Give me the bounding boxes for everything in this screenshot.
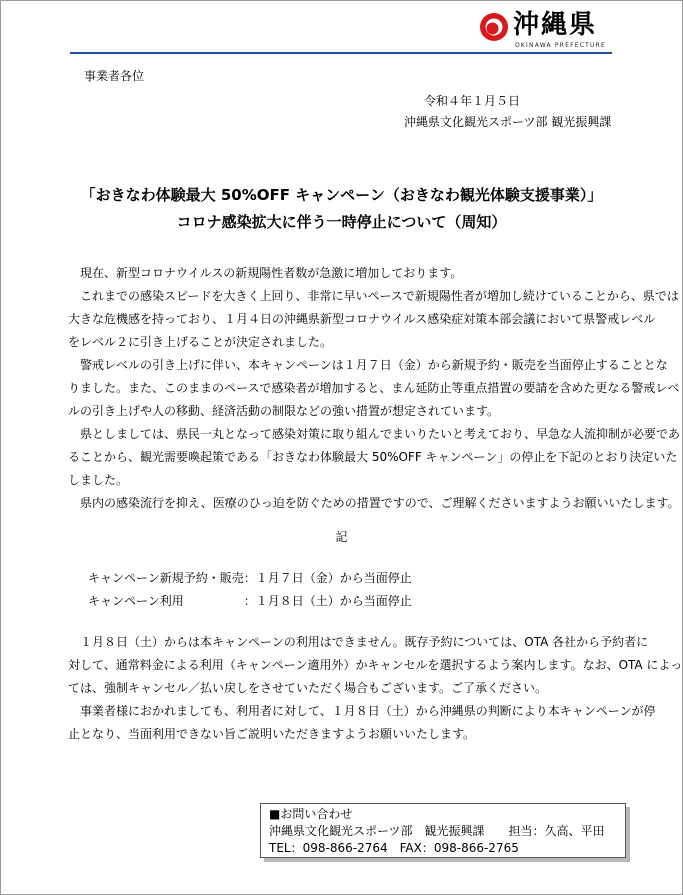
body-line: しました。 xyxy=(68,473,129,487)
body-line: これまでの感染スピードを大きく上回り、非常に早いペースで新規陽性者が増加し続けていることから、県では xyxy=(68,289,679,303)
body-line: ルの引き上げや人の移動、経済活動の制限などの強い措置が想定されています。 xyxy=(68,404,500,418)
header-rule xyxy=(70,52,612,54)
document-title-line1: 「おきなわ体験最大 50%OFF キャンペーン（おきなわ観光体験支援事業）」 xyxy=(80,186,603,204)
body-line: 県内の感染流行を抑え、医療のひっ迫を防ぐための措置ですので、ご理解くださいますようお願いいたします。 xyxy=(68,496,680,510)
contact-phone-fax: TEL：098-866-2764 FAX：098-866-2765 xyxy=(269,841,519,855)
document-title-line2: コロナ感染拡大に伴う一時停止について（周知） xyxy=(176,213,507,231)
schedule-new-reservations: キャンペーン新規予約・販売：１月７日（金）から当面停止 xyxy=(88,571,412,585)
contact-department: 沖縄県文化観光スポーツ部 観光振興課 担当：久高、平田 xyxy=(269,824,605,838)
issuing-department: 沖縄県文化観光スポーツ部 観光振興課 xyxy=(404,115,612,129)
ki-marker: 記 xyxy=(335,530,348,544)
issue-date: 令和４年１月５日 xyxy=(424,94,521,108)
okinawa-emblem-icon xyxy=(479,12,509,42)
body-line: 現在、新型コロナウイルスの新規陽性者数が急激に増加しております。 xyxy=(68,266,463,280)
notes-line: ては、強制キャンセル／払い戻しをさせていただく場合もございます。ご了承ください。 xyxy=(68,681,548,695)
body-line: りました。また、このままのペースで感染者が増加すると、まん延防止等重点措置の要請を含めた更なる警戒レベ xyxy=(68,381,680,395)
notes-line: 事業者様におかれましても、利用者に対して、１月８日（土）から沖縄県の判断により本キャンペーンが停 xyxy=(68,704,656,718)
okinawa-logo xyxy=(479,10,619,50)
contact-box xyxy=(260,803,626,858)
notes-line: 対して、通常料金による利用（キャンペーン適用外）かキャンセルを選択するよう案内します。なお、OTA によっ xyxy=(68,658,683,672)
logo-subtitle: OKINAWA PREFECTURE xyxy=(515,42,606,49)
notes-text xyxy=(68,631,683,746)
schedule-usage: キャンペーン利用 ：１月８日（土）から当面停止 xyxy=(88,594,412,608)
body-line: 警戒レベルの引き上げに伴い、本キャンペーンは１月７日（金）から新規予約・販売を当面停止することとな xyxy=(68,358,668,372)
body-line: 県としましては、県民一丸となって感染対策に取り組んでまいりたいと考えており、早急な人流抑制が必要であ xyxy=(68,427,681,441)
notes-line: １月８日（土）からは本キャンペーンの利用はできません。既存予約については、OTA 各社から予約者に xyxy=(68,635,649,649)
addressee: 事業者各位 xyxy=(84,69,145,83)
body-text xyxy=(68,262,681,515)
body-line: をレベル２に引き上げることが決定されました。 xyxy=(68,335,333,349)
body-line: 大きな危機感を持っており、１月４日の沖縄県新型コロナウイルス感染症対策本部会議において県警戒レベル xyxy=(68,312,656,326)
logo-name: 沖縄県 xyxy=(513,10,598,40)
body-line: ることから、観光需要喚起策である「おきなわ体験最大 50%OFF キャンペーン」の停止を下記のとおり決定いた xyxy=(68,450,678,464)
notes-line: 止となり、当面利用できない旨ご説明いただきますようお願いいたします。 xyxy=(68,727,476,741)
contact-heading: ■お問い合わせ xyxy=(269,807,353,821)
